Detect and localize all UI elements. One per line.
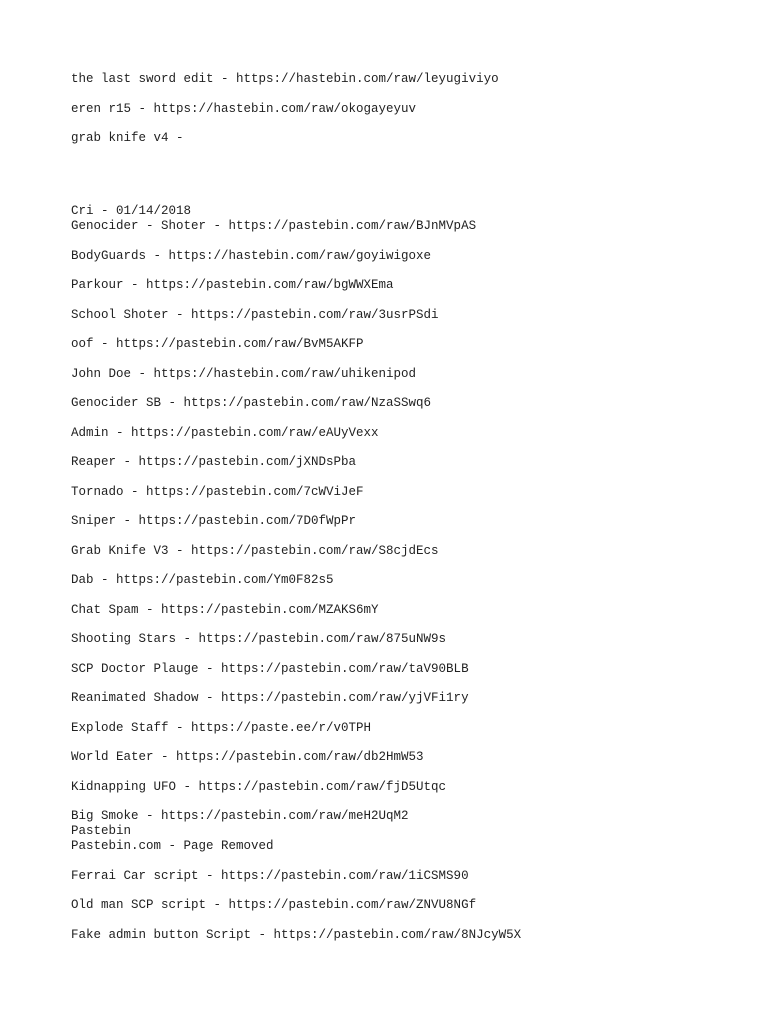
text-line: grab knife v4 - <box>71 131 184 145</box>
text-line: Explode Staff - https://paste.ee/r/v0TPH <box>71 720 372 735</box>
text-line: Reaper - https://pastebin.com/jXNDsPba <box>71 455 357 469</box>
text-line: Pastebin.com - Page Removed <box>71 839 274 853</box>
text-line: Grab Knife V3 - https://pastebin.com/raw/S8cjdEcs <box>71 543 439 558</box>
text-line: Shooting Stars - https://pastebin.com/raw/875uNW9s <box>71 632 447 646</box>
text-line: Ferrai Car script - https://pastebin.com/raw/1iCSMS90 <box>71 868 469 883</box>
text-line: John Doe - https://hastebin.com/raw/uhikenipod <box>71 366 417 381</box>
text-line: Kidnapping UFO - https://pastebin.com/raw/fjD5Utqc <box>71 779 447 794</box>
text-line: Genocider - Shoter - https://pastebin.com/raw/BJnMVpAS <box>71 219 477 233</box>
text-line: Cri - 01/14/2018 <box>71 204 192 218</box>
text-line: oof - https://pastebin.com/raw/BvM5AKFP <box>71 337 364 351</box>
text-line: eren r15 - https://hastebin.com/raw/okogayeyuv <box>71 101 417 116</box>
text-line: SCP Doctor Plauge - https://pastebin.com/raw/taV90BLB <box>71 661 469 676</box>
text-line: Dab - https://pastebin.com/Ym0F82s5 <box>71 573 334 587</box>
text-line: Tornado - https://pastebin.com/7cWViJeF <box>71 484 364 499</box>
text-line: Parkour - https://pastebin.com/raw/bgWWXEma <box>71 278 394 292</box>
text-line: Admin - https://pastebin.com/raw/eAUyVexx <box>71 425 379 440</box>
document-page <box>71 72 751 943</box>
text-line: Reanimated Shadow - https://pastebin.com/raw/yjVFi1ry <box>71 691 469 705</box>
text-line: BodyGuards - https://hastebin.com/raw/goyiwigoxe <box>71 248 432 263</box>
text-line: Fake admin button Script - https://pastebin.com/raw/8NJcyW5X <box>71 927 522 942</box>
text-line: the last sword edit - https://hastebin.com/raw/leyugiviyo <box>71 72 499 86</box>
text-line: Big Smoke - https://pastebin.com/raw/meH2UqM2 <box>71 809 409 823</box>
text-line: World Eater - https://pastebin.com/raw/db2HmW53 <box>71 750 424 764</box>
text-line: Chat Spam - https://pastebin.com/MZAKS6mY <box>71 602 379 617</box>
text-line: Pastebin <box>71 824 132 838</box>
text-line: Old man SCP script - https://pastebin.com/raw/ZNVU8NGf <box>71 898 477 912</box>
text-line: Sniper - https://pastebin.com/7D0fWpPr <box>71 514 357 528</box>
text-line: School Shoter - https://pastebin.com/raw/3usrPSdi <box>71 307 439 322</box>
text-line: Genocider SB - https://pastebin.com/raw/NzaSSwq6 <box>71 396 432 410</box>
